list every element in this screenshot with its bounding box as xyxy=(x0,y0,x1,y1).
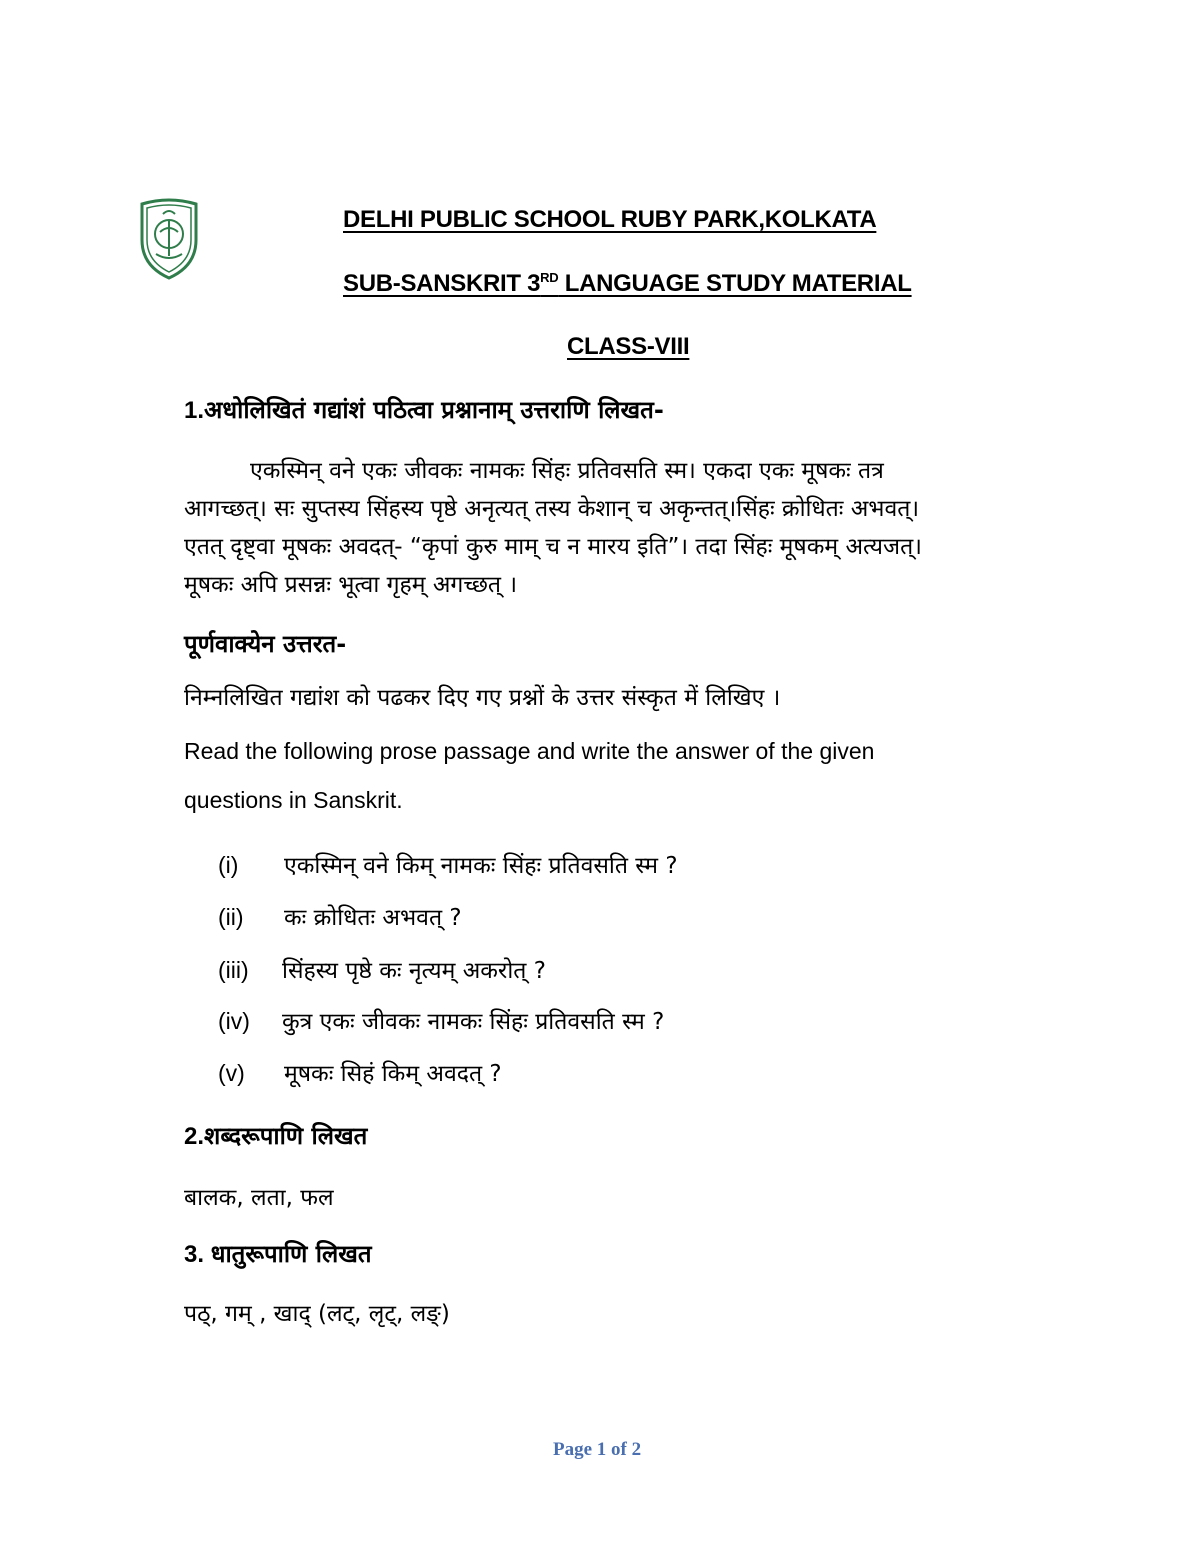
question-number: (iv) xyxy=(218,1008,250,1034)
question-number: (iii) xyxy=(218,957,249,983)
section-3-title: धातुरूपाणि लिखत xyxy=(210,1240,372,1268)
section-2-title: शब्दरूपाणि लिखत xyxy=(204,1122,368,1150)
english-instruction-line-1: Read the following prose passage and write the answer of the given xyxy=(184,738,875,764)
section-2-number: 2. xyxy=(184,1123,205,1150)
question-text: कः क्रोधितः अभवत् ? xyxy=(284,905,462,931)
question-text: एकस्मिन् वने किम् नामकः सिंहः प्रतिवसति स्म ? xyxy=(284,853,678,879)
subject-title xyxy=(343,270,912,298)
passage xyxy=(184,452,1014,604)
question-item xyxy=(218,900,462,932)
passage-line: एतत् दृष्ट्वा मूषकः अवदत्- “कृपां कुरु माम् च न मारय इति”। तदा सिंहः मूषकम् अत्यजत्। xyxy=(184,534,922,560)
section-3-content: पठ्, गम् , खाद् (लट्, लृट्, लङ्) xyxy=(184,1301,450,1327)
passage-line: एकस्मिन् वने एकः जीवकः नामकः सिंहः प्रतिवसति स्म। एकदा एकः मूषकः तत्र xyxy=(250,458,884,484)
class-title: CLASS-VIII xyxy=(567,333,690,360)
passage-line: मूषकः अपि प्रसन्नः भूत्वा गृहम् अगच्छत् । xyxy=(184,572,518,598)
subject-title-rest: LANGUAGE STUDY MATERIAL xyxy=(558,270,912,297)
english-instruction-line-2: questions in Sanskrit. xyxy=(184,787,403,813)
passage-line: आगच्छत्। सः सुप्तस्य सिंहस्य पृष्ठे अनृत्यत् तस्य केशान् च अकृन्तत्।सिंहः क्रोधितः अभवत्। xyxy=(184,496,920,522)
subject-title-main: SUB-SANSKRIT 3 xyxy=(343,270,541,297)
school-name-title: DELHI PUBLIC SCHOOL RUBY PARK,KOLKATA xyxy=(343,206,877,233)
question-number: (i) xyxy=(218,852,239,878)
subject-title-superscript: RD xyxy=(540,270,559,285)
section-2-heading xyxy=(184,1119,367,1152)
question-item xyxy=(218,1056,502,1088)
question-text: सिंहस्य पृष्ठे कः नृत्यम् अकरोत् ? xyxy=(282,958,546,984)
question-number: (v) xyxy=(218,1060,245,1086)
section-3-number: 3. xyxy=(184,1241,211,1268)
page-number-footer: Page 1 of 2 xyxy=(553,1439,642,1460)
hindi-instruction: निम्नलिखित गद्यांश को पढकर दिए गए प्रश्नों के उत्तर संस्कृत में लिखिए । xyxy=(184,685,781,711)
question-item xyxy=(218,1004,664,1036)
section-1-title: अधोलिखितं गद्यांशं पठित्वा प्रश्नानाम् उत्तराणि लिखत- xyxy=(204,396,664,424)
question-text: कुत्र एकः जीवकः नामकः सिंहः प्रतिवसति स्म ? xyxy=(282,1009,665,1035)
question-item xyxy=(218,848,678,880)
question-text: मूषकः सिहं किम् अवदत् ? xyxy=(284,1061,502,1087)
question-item xyxy=(218,953,546,985)
question-number: (ii) xyxy=(218,904,244,930)
section-1-number: 1. xyxy=(184,397,205,424)
section-2-content: बालक, लता, फल xyxy=(184,1185,334,1211)
section-1-heading xyxy=(184,393,664,426)
section-3-heading xyxy=(184,1237,372,1270)
school-crest-logo xyxy=(136,196,202,280)
answer-instruction-heading: पूर्णवाक्येन उत्तरत- xyxy=(184,630,347,658)
